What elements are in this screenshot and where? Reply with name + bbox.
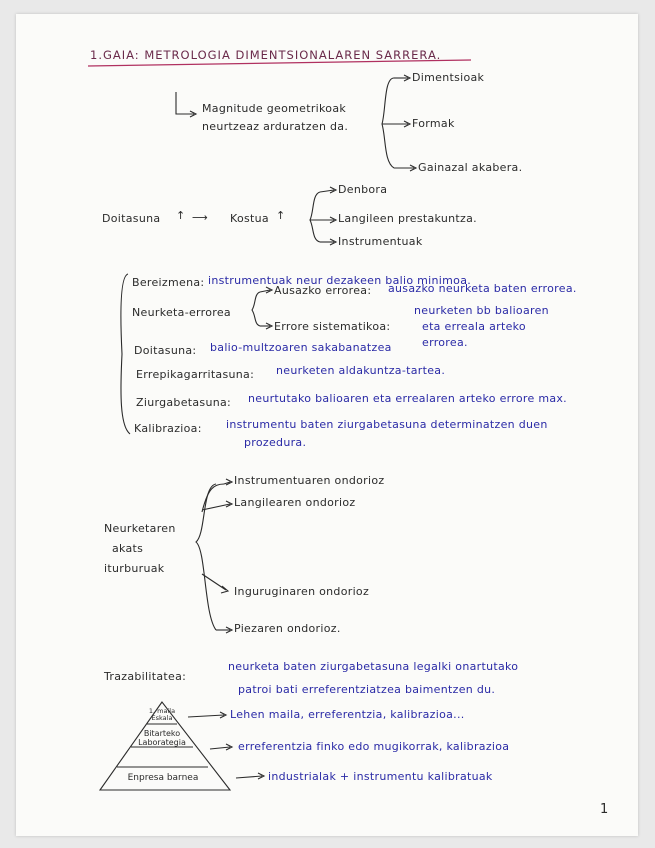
cause-langilea: Langilearen ondorioz bbox=[234, 496, 356, 509]
errepikagarritasuna-definition: neurketen aldakuntza-tartea. bbox=[276, 364, 446, 377]
kalibrazioa-def-line1: instrumentu baten ziurgabetasuna determinatzen duen bbox=[226, 418, 548, 431]
trazabilitatea-def-line1: neurketa baten ziurgabetasuna legalki onartutako bbox=[228, 660, 519, 673]
kostua-label: Kostua bbox=[230, 212, 269, 225]
page-number: 1 bbox=[600, 802, 609, 817]
cause-instrumentua: Instrumentuaren ondorioz bbox=[234, 474, 385, 487]
cause-pieza: Piezaren ondorioz. bbox=[234, 622, 341, 635]
branch-denbora: Denbora bbox=[338, 183, 388, 196]
pyramid-level-1-text: Lehen maila, erreferentzia, kalibrazioa... bbox=[230, 708, 465, 721]
errore-sistematikoa-def-line1: neurketen bb balioaren bbox=[414, 304, 549, 317]
trazabilitatea-term: Trazabilitatea: bbox=[104, 670, 187, 683]
doitasuna-label: Doitasuna bbox=[102, 212, 161, 225]
main-statement-line2: neurtzeaz arduratzen da. bbox=[202, 120, 349, 133]
akats-iturburuak-label-line2: akats bbox=[112, 542, 144, 555]
notebook-page bbox=[16, 14, 638, 836]
akats-iturburuak-label-line1: Neurketaren bbox=[104, 522, 176, 535]
ausazko-errorea-definition: ausazko neurketa baten errorea. bbox=[388, 282, 577, 295]
errore-sistematikoa-term: Errore sistematikoa: bbox=[274, 320, 391, 333]
branch-instrumentuak: Instrumentuak bbox=[338, 235, 423, 248]
branch-gainazal-akabera: Gainazal akabera. bbox=[418, 161, 523, 174]
errepikagarritasuna-term: Errepikagarritasuna: bbox=[136, 368, 255, 381]
errore-sistematikoa-def-line2: eta erreala arteko bbox=[422, 320, 526, 333]
pyramid-level-2-text: erreferentzia finko edo mugikorrak, kalibrazioa bbox=[238, 740, 510, 753]
cause-ingurugina: Inguruginaren ondorioz bbox=[234, 585, 370, 598]
ziurgabetasuna-definition: neurtutako balioaren eta errealaren arteko errore max. bbox=[248, 392, 567, 405]
doitasuna-definition: balio-multzoaren sakabanatzea bbox=[210, 341, 392, 354]
akats-iturburuak-label-line3: iturburuak bbox=[104, 562, 165, 575]
ausazko-errorea-term: Ausazko errorea: bbox=[274, 284, 372, 297]
pyramid-top-label: 1. maila Eskala bbox=[148, 707, 176, 722]
doitasuna-term: Doitasuna: bbox=[134, 344, 197, 357]
up-arrow-icon: ↑ bbox=[176, 209, 186, 222]
bereizmena-term: Bereizmena: bbox=[132, 276, 205, 289]
kalibrazioa-def-line2: prozedura. bbox=[244, 436, 307, 449]
pyramid-level-3-text: industrialak + instrumentu kalibratuak bbox=[268, 770, 493, 783]
main-statement-line1: Magnitude geometrikoak bbox=[202, 102, 347, 115]
errore-sistematikoa-def-line3: errorea. bbox=[422, 336, 468, 349]
bereizmena-definition: instrumentuak neur dezakeen balio minimoa. bbox=[208, 274, 472, 287]
right-arrow-icon: ⟶ bbox=[192, 211, 209, 224]
page-title: 1.GAIA: METROLOGIA DIMENTSIONALAREN SARRERA. bbox=[90, 48, 442, 62]
neurketa-errorea-term: Neurketa-errorea bbox=[132, 306, 231, 319]
trazabilitatea-def-line2: patroi bati erreferentziatzea baimentzen du. bbox=[238, 683, 496, 696]
branch-dimentsioak: Dimentsioak bbox=[412, 71, 485, 84]
branch-formak: Formak bbox=[412, 117, 455, 130]
up-arrow-icon-2: ↑ bbox=[276, 209, 286, 222]
branch-langileen-prestakuntza: Langileen prestakuntza. bbox=[338, 212, 477, 225]
pyramid-middle-label: Bitarteko Laborategia bbox=[138, 729, 186, 747]
pyramid-bottom-label: Enpresa barnea bbox=[127, 773, 199, 783]
kalibrazioa-term: Kalibrazioa: bbox=[134, 422, 202, 435]
ziurgabetasuna-term: Ziurgabetasuna: bbox=[136, 396, 232, 409]
